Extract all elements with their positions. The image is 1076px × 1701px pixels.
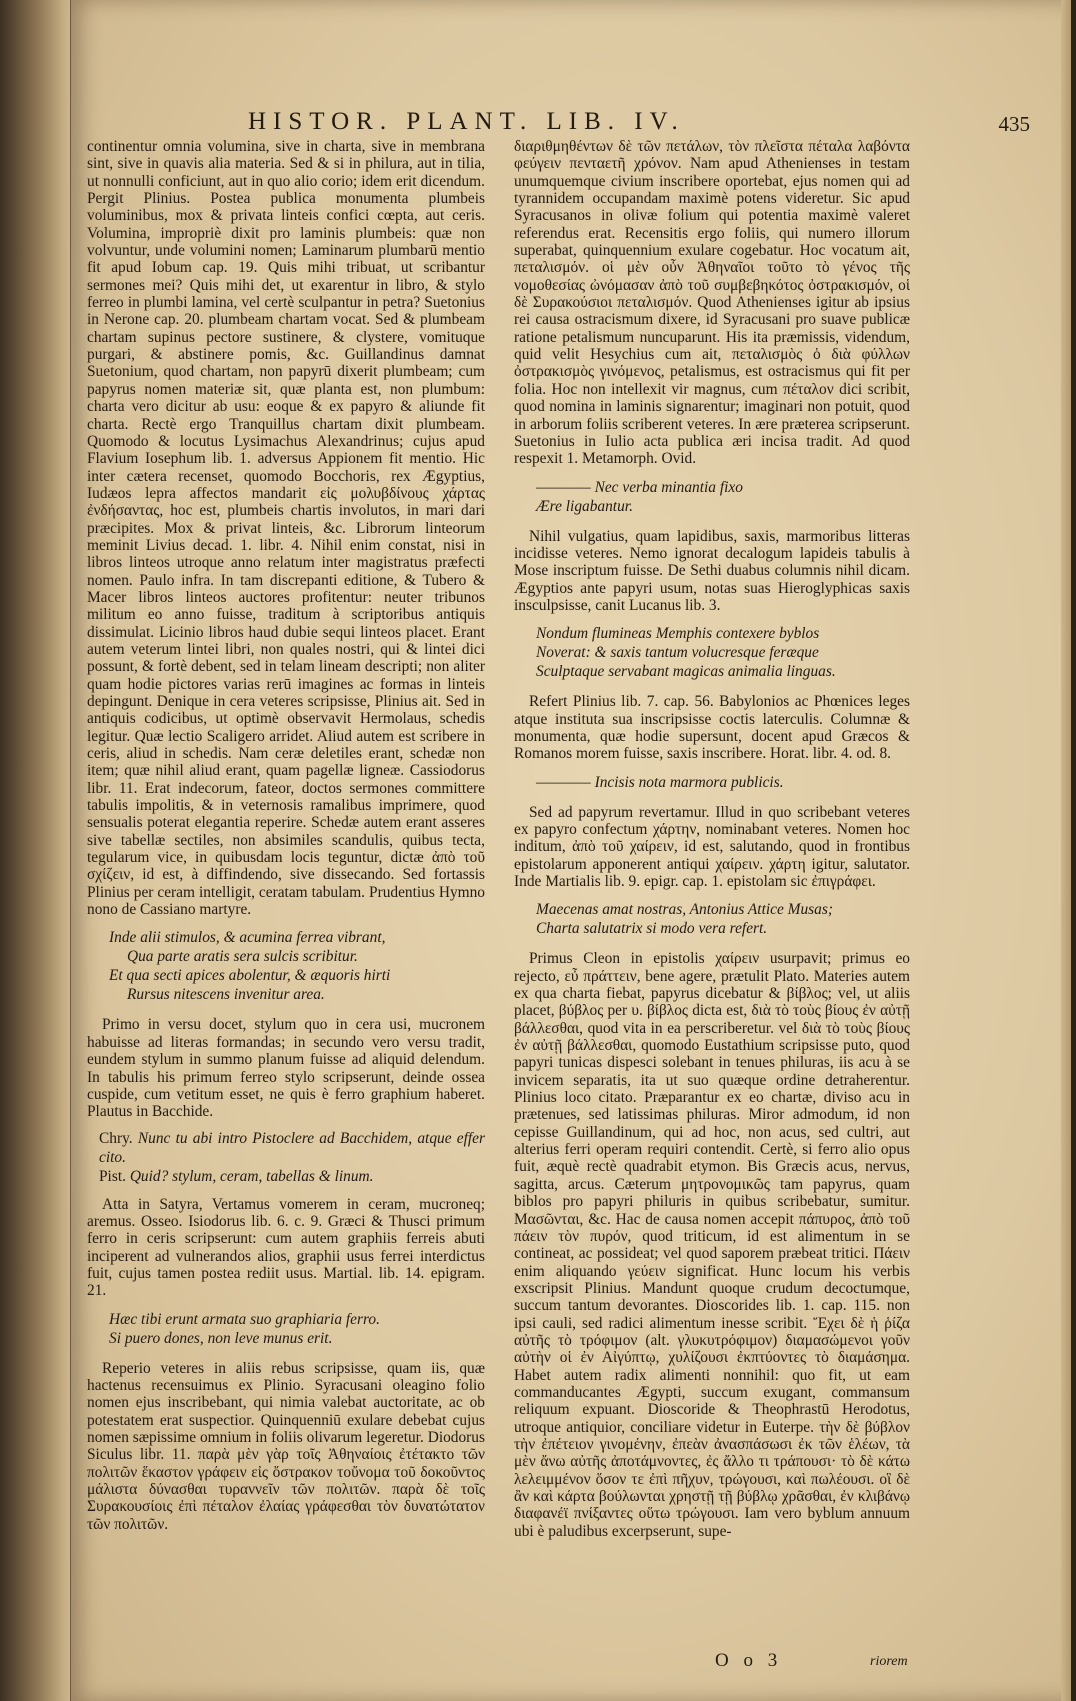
- verse-line: Ære ligabantur.: [536, 497, 633, 515]
- verse-line: ———— Nec verba minantia fixo: [536, 478, 743, 496]
- speaker-pist: Pist.: [99, 1167, 126, 1185]
- left-paragraph-3: Atta in Satyra, Vertamus vomerem in ceram, mucroneq; aremus. Osseo. Isiodorus lib. 6. c. 9. Græci & Thusci primum ferro in ceris scripserunt: cum autem graphiis ferreis abuti inciperent ad vulnerandos alios, graphii usus ferrei interdictus fuit, cujus tamen postea rediit usus. Martial. lib. 14. epigram. 21.: [87, 1195, 485, 1300]
- verse-line: Charta salutatrix si modo vera refert.: [536, 920, 768, 938]
- verse-horace: [536, 773, 910, 792]
- catchword: riorem: [870, 1654, 908, 1669]
- dialog-line-1: [99, 1129, 485, 1167]
- right-paragraph-5: Primus Cleon in epistolis χαίρειν usurpavit; primus eo rejecto, εὖ πράττειν, bene agere, prætulit Plato. Materies autem ex qua charta fiebat, papyrus dicebatur & βίβλος; vel, ut aliis placet, βύβλος per υ. βίβλος dicta est, διὰ τὸ τοὺς βίους ἐν αὐτῇ βάλλεσθαι, quod vita in ea perscriberetur. vel διὰ τὸ τοὺς βίους ἐν αὐτῇ βάλλεσθαι, quomodo Eustathium scripsisse puto, quod papyri tunicas dispesci solebant in tenues philuras, iis acu à se invicem separatis, ita ut suo quæque ordine detraherentur. Plinius loco citato. Præparantur ex eo chartæ, diviso acu in prætenues, sed latissimas philuras. Miror admodum, id non cepisse Guillandinum, qui ad hoc, non acus, sed cultri, aut alterius ferri operam requiri contendit. Certè, si ferro alio opus fuit, æquè rectè quadrabit etymon. Bis Græcis acus, nervus, sagitta, arcus. Cæterum μητρονομικῶς tam papyrus, quam biblos pro papyri philuris in quibus scribebatur, sumitur. Μασῶνται, &c. Hac de causa nomen accepit πάπυρος, ἀπὸ τοῦ πάειν τὸν πυρόν, quod triticum, id est alimentum in se contineat, ac possideat; vel quod saporem præbeat tritici. Πάειν enim aliquando γεύειν significat. Hunc locum his verbis exscripsit Plinius. Mandunt quoque crudum decoctumque, succum tantum devorantes. Dioscorides lib. 1. cap. 115. non ipsi cauli, sed radici alimentum inesse scribit. Ἔχει δὲ ἡ ῥίζα αὐτῆς τὸ τρόφιμον (alt. γλυκυτρόφιμον) διαμασώμενοι γοῦν αὐτὴν οἱ ἐν Αἰγύπτῳ, χυλίζουσι ἐκπτύοντες τὸ διαμάσημα. Habet autem radix alimenti nonnihil: quo fit, ut eam commanducantes Ægypti, succum exugant, commansum reliquum expuant. Dioscoride & Theophrastū Herodotus, utroque antiquior, conciliare videtur in Euterpe. τὴν δὲ βύβλον τὴν ἐπέτειον γινομένην, ἐπεὰν ἀνασπάσωσι ἐκ τῶν ἑλέων, τὰ μὲν ἄνω αὐτῆς ἀποτάμνοντες, ἐς ἄλλο τι τράπουσι· τὸ δὲ κάτω λελειμμένον ὅσον τε ἐπὶ πῆχυν, τρώγουσι, καὶ πωλέουσι. οἳ δὲ ἂν καὶ κάρτα βούλωνται χρηστῇ τῇ βύβλῳ χρᾶσθαι, ἐν κλιβάνῳ διαφανέϊ πνίξαντες οὕτω τρώγουσι. Iam vero byblum annuum ubi è paludibus excerpserunt, supe-: [514, 950, 910, 1540]
- signature-mark: O o 3: [715, 1650, 783, 1671]
- right-column: [514, 138, 910, 1663]
- verse-line: Hæc tibi erunt armata suo graphiaria ferro.: [109, 1310, 380, 1328]
- verse-line: Et qua secti apices abolentur, & æquoris hirti: [109, 967, 391, 985]
- page-edge: [1061, 0, 1071, 1701]
- plautus-dialog: [99, 1129, 485, 1186]
- left-column: [87, 138, 485, 1663]
- speaker-chry: Chry.: [99, 1129, 133, 1147]
- verse-martial: [109, 1310, 485, 1348]
- dialog-text-1: Nunc tu abi intro Pistoclere ad Bacchidem, atque effer cito.: [99, 1129, 485, 1166]
- verse-lucan: [536, 624, 910, 681]
- dialog-line-2: [99, 1167, 485, 1186]
- verse-line: Nondum flumineas Memphis contexere byblos: [536, 625, 820, 643]
- right-paragraph-4: Sed ad papyrum revertamur. Illud in quo scribebant veteres ex papyro confectum χάρτην, nominabant veteres. Nomen hoc inditum, ἀπὸ τοῦ χαίρειν, id est, salutando, quod in frontibus epistolarum apponerent antiqui χαίρειν. χάρτη igitur, salutator. Inde Martialis lib. 9. epigr. cap. 1. epistolam sic ἐπιγράφει.: [514, 803, 910, 890]
- verse-line: Sculptaque servabant magicas animalia linguas.: [536, 663, 836, 681]
- left-paragraph-2: Primo in versu docet, stylum quo in cera usi, mucronem habuisse ad literas formandas; in secundo vero versu tradit, eundem stylum in summo planum fuisse ad aliquid delendum. In tabulis his primum ferreo stylo scripserunt, deinde ossea cuspide, cum vetitum esset, ne quis è ferro graphium haberet. Plautus in Bacchide.: [87, 1016, 485, 1121]
- left-paragraph-4: Reperio veteres in aliis rebus scripsisse, quam iis, quæ hactenus recensuimus ex Plinio. Syracusani oleagino folio nomen ejus inscribebant, qui nimia valebat auctoritate, ac ob potestatem erat suspectior. Quinquenniū exulare debebat cujus nomen sæpissime omnium in foliis olivarum legeretur. Diodorus Siculus libr. 11. παρὰ μὲν γὰρ τοῖς Ἀθηναίοις ἐτέτακτο τῶν πολιτῶν ἕκαστον γράφειν εἰς ὄστρακον τοὔνομα τοῦ δοκοῦντος μάλιστα δύνασθαι τυραννεῖν τῶν πολιτῶν. παρὰ δὲ τοῖς Συρακουσίοις ἐπὶ πέταλον ἐλαίας γράφεσθαι τὸν δυνατώτατον τῶν πολιτῶν.: [87, 1359, 485, 1533]
- page-number: 435: [998, 112, 1030, 136]
- verse-line: Qua parte aratis sera sulcis scribitur.: [127, 948, 358, 966]
- left-paragraph-1: continentur omnia volumina, sive in charta, sive in membrana sint, sive in quavis alia materia. Sed & si in philura, aut in tilia, ut nonnulli conficiunt, aut in quo alio corio; idem erit dicendum. Pergit Plinius. Postea publica monumenta plumbeis voluminibus, mox & privata linteis confici cœpta, aut ceris. Volumina, impropriè dixit pro laminis plumbeis: quæ non volvuntur, unde volumini nomen; Laminarum plumbarū mentio fit apud Iobum cap. 19. Quis mihi tribuat, ut scribantur sermones mei? Quis mihi det, ut exarentur in libro, & stylo ferreo in plumbi lamina, vel certè sculpantur in petra? Suetonius in Nerone cap. 20. plumbeam chartam vocat. Sed & plumbeam chartam supinus pectore sustinere, & clystere, vomituque purgari, & abstinere pomis, &c. Guillandinus damnat Suetonium, quod chartam, non papyrū dixerit plumbeam; cum papyrus nomen materiæ sit, quæ planta est, non plumbum: charta vero dicitur ab usu: eoque & ex papyro & aliunde fit charta. Rectè ergo Tranquillus chartam dixit plumbeam. Quomodo & locutus Lysimachus Alexandrinus; cujus apud Flavium Iosephum lib. 1. adversus Appionem fit mentio. Hic inter cætera recenset, quomodo Bocchoris, rex Ægyptius, Iudæos lepra affectos mandarit εἰς μολυβδίνους χάρτας ἐνδήσαντας, hoc est, plumbeis chartis involutos, in mari dari præcipites. Mox & privat linteis, &c. Librorum linteorum meminit Livius decad. 1. libr. 4. Nihil enim constat, nisi in libros linteos utroque anno relatum inter magistratus præfecti nomen. Paulo infra. In tam discrepanti editione, & Tubero & Macer libros linteos auctores profitentur: neuter tribunos militum eo anno fuisse, traditum à scriptoribus antiquis dissimulat. Licinio libros haud dubie sequi linteos placet. Erant autem veterum lintei libri, non quales nostri, qui & lintei dici possunt, & fortè debent, sed in telam lineam descripti; non aliter quam hodie pictores varias rerū imagines ac formas in linteis depingunt. Denique in cera veteres scripsisse, Plinius ait. Sed in antiquis codicibus, ut optimè observavit Hermolaus, schedis legitur. Quæ lectio Scaligero arridet. Aliud autem est scribere in ceris, aliud in schedis. Nam ceræ deletiles erant, schedæ non item; quæ nihil aliud erant, quam pagellæ ligneæ. Cassiodorus libr. 11. Erat indecorum, fateor, doctos sermones committere tabulis impolitis, & in veternosis ramalibus imprimere, quod sensualis poterat elegantia reperire. Schedæ autem erant asseres sive tabellæ sectiles, non absimiles scandulis, quibus tecta, tegularum vice, in quibusdam locis teguntur, dictæ ἀπὸ τοῦ σχίζειν, id est, à diffindendo, sive dissecando. Sed fortassis Plinius per ceram intelligit, ceratam tabulam. Prudentius Hymno nono de Cassiano martyre.: [87, 138, 485, 919]
- verse-ovid: [536, 478, 910, 516]
- verse-line: Maecenas amat nostras, Antonius Attice Musas;: [536, 901, 833, 919]
- verse-line: Si puero dones, non leve munus erit.: [109, 1329, 333, 1347]
- verse-prudentius: [109, 928, 485, 1004]
- verse-line: ———— Incisis nota marmora publicis.: [536, 773, 784, 791]
- dialog-text-2: Quid? stylum, ceram, tabellas & linum.: [129, 1167, 374, 1185]
- verse-martial-2: [536, 900, 910, 938]
- book-gutter: [0, 0, 80, 1701]
- verse-line: Inde alii stimulos, & acumina ferrea vibrant,: [109, 929, 386, 947]
- running-title: HISTOR. PLANT. LIB. IV.: [248, 108, 685, 135]
- verse-line: Noverat: & saxis tantum volucresque feræque: [536, 644, 819, 662]
- right-paragraph-1: διαριθμηθέντων δὲ τῶν πετάλων, τὸν πλεῖστα πέταλα λαβόντα φεύγειν πενταετῆ χρόνον. Nam apud Athenienses in testam unumquemque civium inscribere oportebat, ejus nomen qui ad tyrannidem occupandam maximè potens videretur. Sic apud Syracusanos in olivæ folium qui potentia maximè valeret referendus erat. Recensitis ergo foliis, qui numero illorum superabat, quinquennium exulare cogebatur. Hoc vocatum ait, πεταλισμόν. οἱ μὲν οὖν Ἀθηναῖοι τοῦτο τὸ γένος τῆς νομοθεσίας ὠνόμασαν ἀπὸ τοῦ συμβεβηκότος ὀστρακισμόν, οἱ δὲ Συρακούσιοι πεταλισμόν. Quod Athenienses igitur ab ipsius rei causa ostracismum dixere, id Syracusani pro suave publicæ ratione petalismum nuncuparunt. His ita præmissis, videndum, quid velit Hesychius cum ait, πεταλισμὸς ὁ διὰ φύλλων ὀστρακισμὸς γινόμενος, petalismus, est ostracismus qui fit per folia. Hoc non intellexit vir magnus, cum πέταλον dici scribit, quod nomina in laminis signarentur; imaginari non potuit, quod in arborum foliis scriberent veteres. In ære præterea scripserunt. Suetonius in Iulio acta publica æri incisa tradit. Ad quod respexit 1. Metamorph. Ovid.: [514, 138, 910, 468]
- verse-line: Rursus nitescens invenitur area.: [127, 986, 325, 1004]
- right-paragraph-3: Refert Plinius lib. 7. cap. 56. Babylonios ac Phœnices leges atque instituta sua inscripsisse coctis laterculis. Columnæ & monumenta, quæ hodie supersunt, docent apud Græcos & Romanos morem fuisse, saxis inscribere. Horat. libr. 4. od. 8.: [514, 693, 910, 763]
- right-paragraph-2: Nihil vulgatius, quam lapidibus, saxis, marmoribus litteras incidisse veteres. Nemo ignorat decalogum lapideis tabulis à Mose inscriptum fuisse. De Sethi duabus columnis nihil dicam. Ægyptios ante papyri usum, notas suas Hieroglyphicas saxis insculpsisse, canit Lucanus lib. 3.: [514, 527, 910, 614]
